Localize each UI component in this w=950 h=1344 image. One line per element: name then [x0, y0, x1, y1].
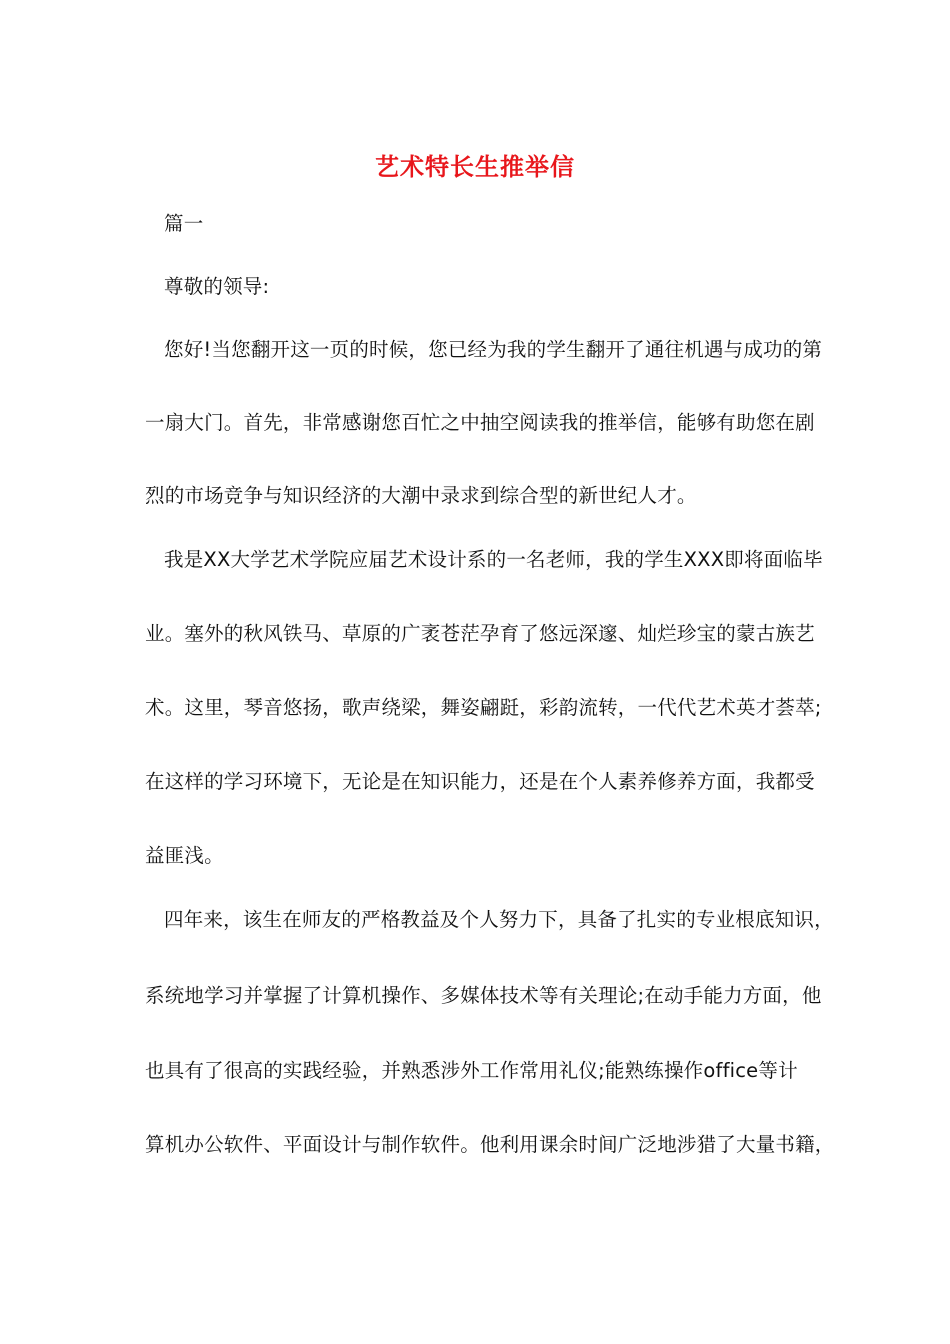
paragraph-line: 一扇大门。首先，非常感谢您百忙之中抽空阅读我的推举信，能够有助您在剧	[145, 411, 815, 434]
paragraph-line: 系统地学习并掌握了计算机操作、多媒体技术等有关理论;在动手能力方面，他	[145, 984, 822, 1007]
paragraph-line: 也具有了很高的实践经验，并熟悉涉外工作常用礼仪;能熟练操作office等计	[145, 1059, 798, 1082]
paragraph-line: 您好!当您翻开这一页的时候，您已经为我的学生翻开了通往机遇与成功的第	[164, 338, 823, 361]
paragraph-line: 业。塞外的秋风铁马、草原的广袤苍茫孕育了悠远深邃、灿烂珍宝的蒙古族艺	[145, 622, 815, 645]
paragraph-line: 我是XX大学艺术学院应届艺术设计系的一名老师，我的学生XXX即将面临毕	[164, 548, 823, 571]
document-title: 艺术特长生推举信	[375, 152, 575, 181]
paragraph-line: 益匪浅。	[145, 844, 224, 867]
paragraph-line: 烈的市场竞争与知识经济的大潮中录求到综合型的新世纪人才。	[145, 484, 697, 507]
paragraph-line: 术。这里，琴音悠扬，歌声绕梁，舞姿翩跹，彩韵流转，一代代艺术英才荟萃;	[145, 696, 822, 719]
paragraph-line: 在这样的学习环境下，无论是在知识能力，还是在个人素养修养方面，我都受	[145, 770, 815, 793]
paragraph-line: 算机办公软件、平面设计与制作软件。他利用课余时间广泛地涉猎了大量书籍，	[145, 1133, 835, 1156]
paragraph-line: 四年来，该生在师友的严格教益及个人努力下，具备了扎实的专业根底知识，	[164, 908, 834, 931]
section-heading: 篇一	[164, 212, 204, 235]
salutation: 尊敬的领导:	[164, 275, 270, 298]
